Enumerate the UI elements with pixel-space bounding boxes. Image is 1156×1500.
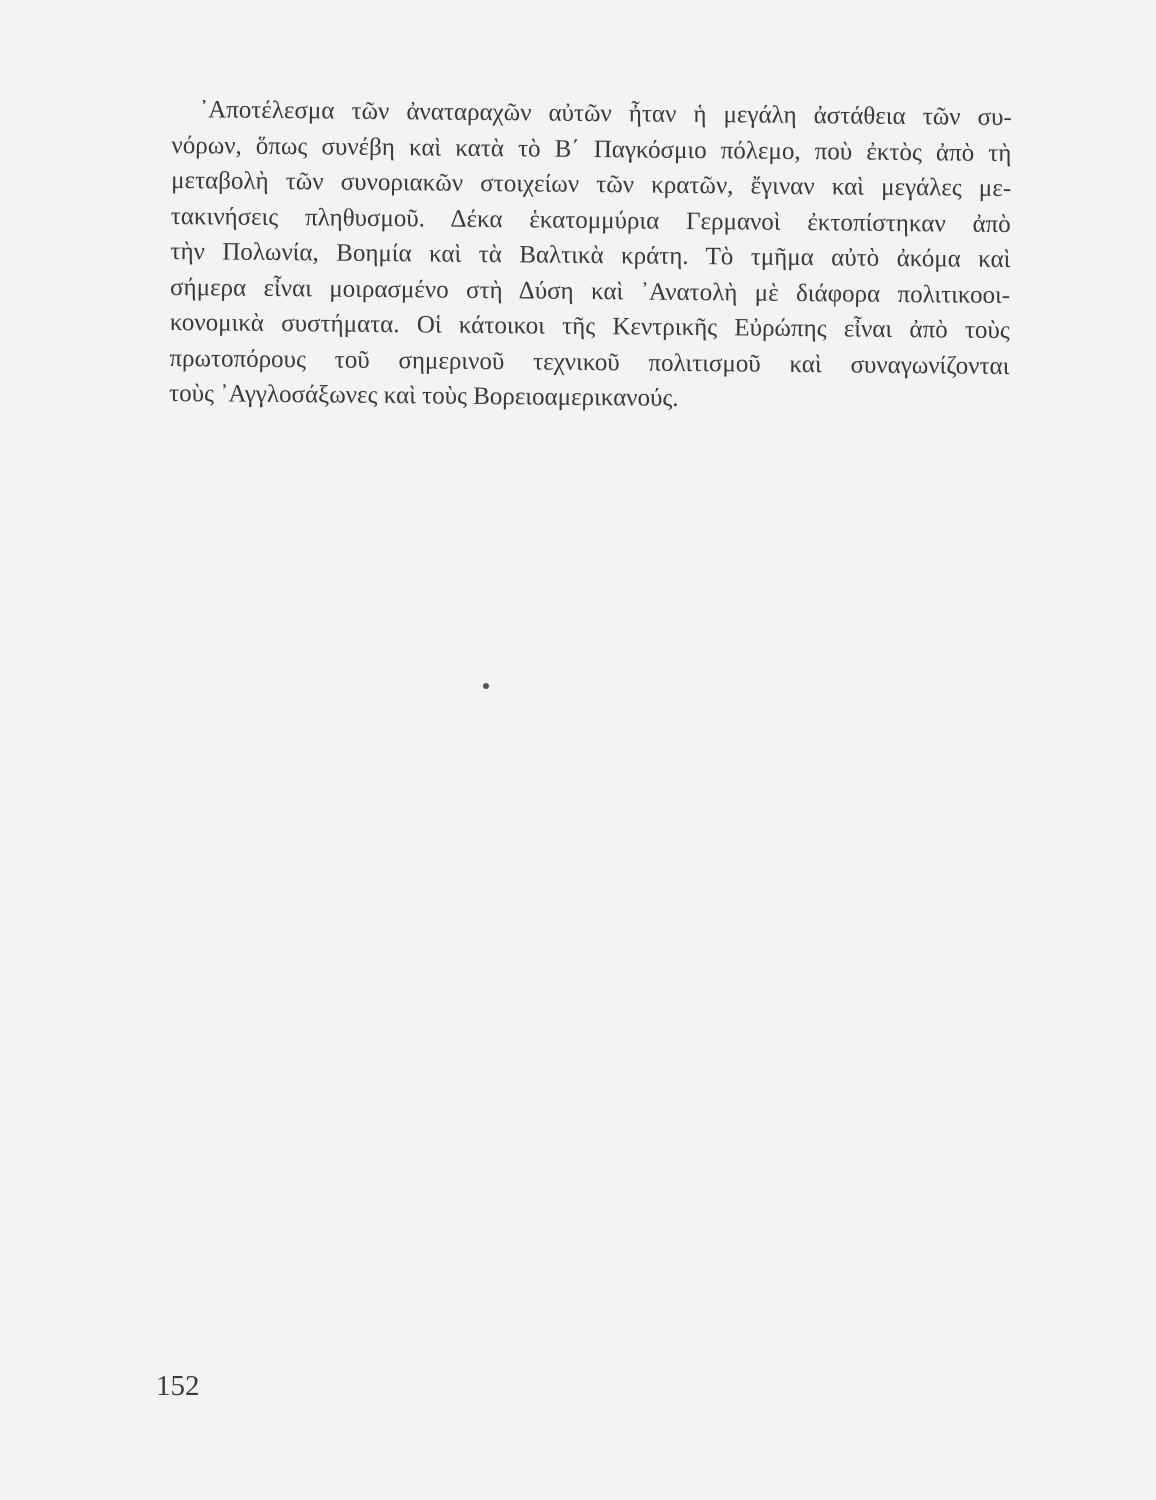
page-number: 152 xyxy=(156,1370,200,1402)
paragraph-line: τὴν Πολωνία, Βοημία καὶ τὰ Βαλτικὰ κράτη. Τὸ τμῆμα αὐτὸ ἀκόμα καὶ xyxy=(170,237,1011,274)
show-through-text xyxy=(160,405,1060,1385)
paragraph-line: ᾿Αποτέλεσμα τῶν ἀναταραχῶν αὐτῶν ἦταν ἡ μεγάλη ἀστάθεια τῶν συ- xyxy=(199,96,1012,132)
paragraph-line: μεταβολὴ τῶν συνοριακῶν στοιχείων τῶν κρατῶν, ἔγιναν καὶ μεγάλες με- xyxy=(171,166,1012,203)
body-paragraph xyxy=(169,92,1012,420)
paragraph-line: τακινήσεις πληθυσμοῦ. Δέκα ἑκατομμύρια Γερμανοὶ ἐκτοπίστηκαν ἀπὸ xyxy=(170,202,1011,238)
paragraph-line: πρωτοπόρους τοῦ σημερινοῦ τεχνικοῦ πολιτισμοῦ καὶ συναγωνίζονται xyxy=(169,344,1010,380)
paragraph-line: νόρων, ὅπως συνέβη καὶ κατὰ τὸ Β΄ Παγκόσμιο πόλεμο, ποὺ ἐκτὸς ἀπὸ τὴ xyxy=(171,131,1012,167)
paragraph-line: κονομικὰ συστήματα. Οἱ κάτοικοι τῆς Κεντρικῆς Εὐρώπης εἶναι ἀπὸ τοὺς xyxy=(169,308,1010,345)
paragraph-line: σήμερα εἶναι μοιρασμένο στὴ Δύση καὶ ᾿Ανατολὴ μὲ διάφορα πολιτικοοι- xyxy=(169,273,1011,309)
ink-speck xyxy=(483,683,489,689)
paragraph-line: τοὺς ᾿Αγγλοσάξωνες καὶ τοὺς Βορειοαμερικανούς. xyxy=(168,379,679,412)
